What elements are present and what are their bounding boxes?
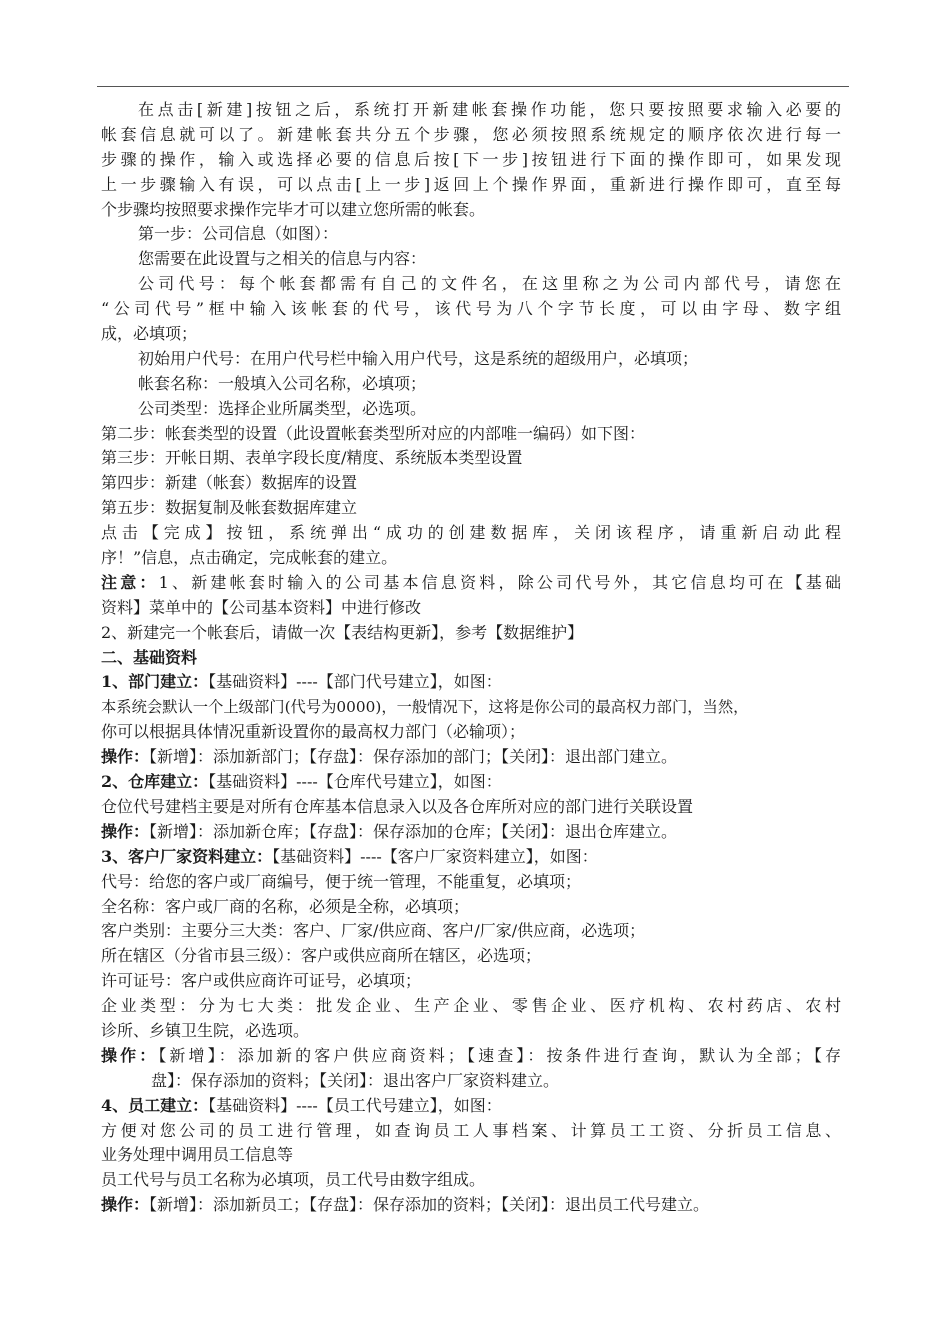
- text-line: 公司代号：每个帐套都需有自己的文件名，在这里称之为公司内部代号，请您在: [138, 274, 841, 294]
- customer-code-line: 代号：给您的客户或厂商编号，便于统一管理，不能重复，必填项；: [101, 871, 582, 891]
- text-line: 企业类型：分为七大类：批发企业、生产企业、零售企业、医疗机构、农村药店、农村: [101, 996, 841, 1016]
- dept-operation: [101, 745, 841, 770]
- warehouse-path: 【基础资料】----【仓库代号建立】，如图：: [208, 772, 502, 792]
- text-line: 诊所、乡镇卫生院，必选项。: [101, 1020, 310, 1040]
- customer-title: 3、客户厂家资料建立：: [101, 846, 273, 866]
- text-line: 本系统会默认一个上级部门(代号为0000)，一般情况下，这将是你公司的最高权力部门，当然，: [101, 698, 749, 717]
- customer-category-line: 客户类别：主要分三大类：客户、厂家/供应商、客户/厂家/供应商，必选项；: [101, 921, 646, 941]
- warehouse-title: 2、仓库建立：: [101, 772, 209, 792]
- step5-line: 第五步：数据复制及帐套数据库建立: [101, 498, 358, 518]
- section-heading: 二、基础资料: [101, 647, 198, 667]
- text-line: 盘】：保存添加的资料；【关闭】：退出客户厂家资料建立。: [151, 1070, 560, 1090]
- text-line: [101, 1044, 841, 1069]
- customer-path: 【基础资料】----【客户厂家资料建立】，如图：: [272, 846, 598, 866]
- customer-region-line: 所在辖区（分省市县三级）：客户或供应商所在辖区，必选项；: [101, 946, 542, 966]
- op-label: 操作：: [101, 1045, 159, 1065]
- employee-operation: [101, 1193, 841, 1218]
- text-line: 个步骤均按照要求操作完毕才可以建立您所需的帐套。: [101, 199, 486, 219]
- warehouse-operation: [101, 820, 841, 845]
- op-text: 【新增】：添加新仓库；【存盘】：保存添加的仓库；【关闭】：退出仓库建立。: [149, 821, 678, 841]
- employee-heading: [101, 1094, 841, 1119]
- op-label: 操作：: [101, 1195, 150, 1215]
- dept-title: 1、部门建立：: [101, 672, 209, 692]
- note-text: 1、新建帐套时输入的公司基本信息资料，除公司代号外，其它信息均可在【基础: [158, 572, 841, 592]
- company-type-line: 公司类型：选择企业所属类型，必选项。: [138, 398, 427, 418]
- enterprise-type-paragraph: [101, 994, 841, 1044]
- customer-operation: [101, 1044, 841, 1094]
- customer-fullname-line: 全名称：客户或厂商的名称，必须是全称，必填项；: [101, 896, 470, 916]
- text-line: 你可以根据具体情况重新设置你的最高权力部门（必输项）；: [101, 722, 526, 742]
- note-label: 注意：: [101, 572, 159, 592]
- warehouse-desc: 仓位代号建档主要是对所有仓库基本信息录入以及各仓库所对应的部门进行关联设置: [101, 796, 694, 816]
- finish-paragraph: [101, 521, 841, 571]
- employee-desc-paragraph: [101, 1119, 841, 1169]
- init-user-line: 初始用户代号：在用户代号栏中输入用户代号，这是系统的超级用户，必填项；: [138, 348, 699, 368]
- warehouse-heading: [101, 770, 841, 795]
- employee-rule-line: 员工代号与员工名称为必填项，员工代号由数字组成。: [101, 1170, 486, 1190]
- dept-heading: [101, 670, 841, 695]
- document-body: [101, 98, 841, 1218]
- employee-path: 【基础资料】----【员工代号建立】，如图：: [208, 1095, 502, 1115]
- text-line: 资料】菜单中的【公司基本资料】中进行修改: [101, 597, 422, 617]
- text-line: 步骤的操作，输入或选择必要的信息后按[下一步]按钮进行下面的操作即可，如果发现: [101, 149, 841, 169]
- step2-line: 第二步：帐套类型的设置（此设置帐套类型所对应的内部唯一编码）如下图：: [101, 423, 646, 443]
- text-line: 帐套信息就可以了。新建帐套共分五个步骤，您必须按照系统规定的顺序依次进行每一: [101, 124, 841, 144]
- text-line: 方便对您公司的员工进行管理，如查询员工人事档案、计算员工工资、分折员工信息、: [101, 1120, 841, 1140]
- dept-path: 【基础资料】----【部门代号建立】，如图：: [208, 672, 502, 692]
- op-text: 【新增】：添加新部门；【存盘】：保存添加的部门；【关闭】：退出部门建立。: [149, 747, 678, 767]
- text-line: “公司代号”框中输入该帐套的代号，该代号为八个字节长度，可以由字母、数字组: [101, 299, 841, 319]
- book-name-line: 帐套名称：一般填入公司名称，必填项；: [138, 373, 427, 393]
- intro-paragraph: [101, 98, 841, 222]
- company-code-paragraph: [101, 272, 841, 347]
- step1-title: 第一步：公司信息（如图）：: [138, 224, 339, 244]
- text-line: 业务处理中调用员工信息等: [101, 1145, 294, 1165]
- step1-lead: 您需要在此设置与之相关的信息与内容：: [138, 249, 427, 269]
- text-line: 成，必填项；: [101, 324, 198, 344]
- customer-license-line: 许可证号：客户或供应商许可证号，必填项；: [101, 971, 422, 991]
- op-label: 操作：: [101, 747, 150, 767]
- text-line: 在点击[新建]按钮之后，系统打开新建帐套操作功能，您只要按照要求输入必要的: [138, 100, 841, 119]
- text-line: 上一步骤输入有误，可以点击[上一步]返回上个操作界面，重新进行操作即可，直至每: [101, 174, 841, 194]
- header-rule: [97, 86, 849, 87]
- note2-line: 2、新建完一个帐套后，请做一次【表结构更新】，参考【数据维护】: [101, 622, 584, 642]
- step3-line: 第三步：开帐日期、表单字段长度/精度、系统版本类型设置: [101, 448, 523, 468]
- customer-heading: [101, 845, 841, 870]
- note-paragraph: [101, 571, 841, 621]
- text-line: 序！”信息，点击确定，完成帐套的建立。: [101, 548, 398, 568]
- op-text: 【新增】：添加新的客户供应商资料；【速查】：按条件进行查询，默认为全部；【存: [158, 1045, 841, 1065]
- op-text: 【新增】：添加新员工；【存盘】：保存添加的资料；【关闭】：退出员工代号建立。: [149, 1195, 710, 1215]
- text-line: [101, 571, 841, 596]
- employee-title: 4、员工建立：: [101, 1095, 209, 1115]
- op-label: 操作：: [101, 821, 150, 841]
- text-line: 点击【完成】按钮，系统弹出“成功的创建数据库，关闭该程序，请重新启动此程: [101, 523, 841, 543]
- step4-line: 第四步：新建（帐套）数据库的设置: [101, 473, 358, 493]
